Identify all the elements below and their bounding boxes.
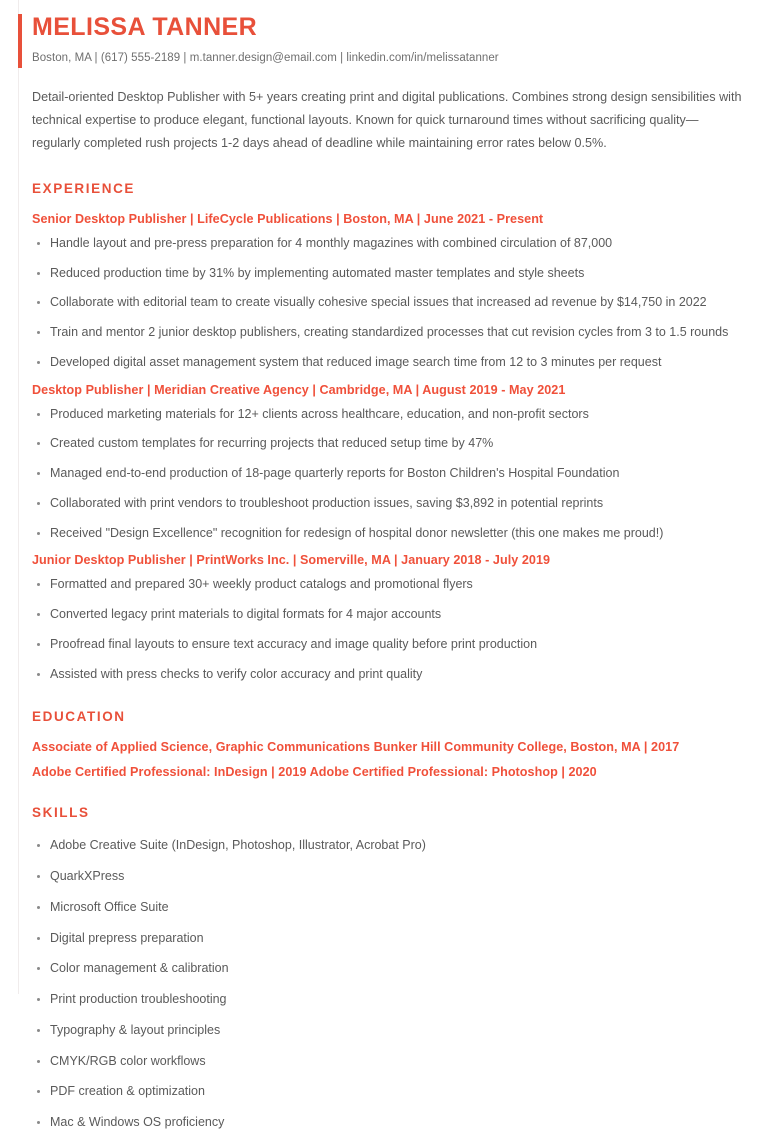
header-accent-bar (18, 14, 22, 68)
section-heading-experience: EXPERIENCE (32, 180, 136, 196)
list-item: Proofread final layouts to ensure text accuracy and image quality before print production (32, 635, 744, 654)
list-item: Managed end-to-end production of 18-page quarterly reports for Boston Children's Hospital Foundation (32, 464, 744, 483)
section-heading-skills: SKILLS (32, 805, 90, 821)
list-item: Typography & layout principles (32, 1021, 744, 1040)
job-heading: Junior Desktop Publisher | PrintWorks Inc. | Somerville, MA | January 2018 - July 2019 (32, 553, 551, 568)
skills-list (32, 836, 744, 1132)
experience-section (32, 181, 744, 684)
page-title: MELISSA TANNER (32, 13, 258, 41)
job-heading: Senior Desktop Publisher | LifeCycle Publications | Boston, MA | June 2021 - Present (32, 211, 544, 226)
certification-entry: Adobe Certified Professional: InDesign | 2019 Adobe Certified Professional: Photoshop | 2020 (32, 765, 597, 780)
list-item: Microsoft Office Suite (32, 898, 744, 917)
job-heading: Desktop Publisher | Meridian Creative Agency | Cambridge, MA | August 2019 - May 2021 (32, 382, 566, 397)
contact-line: Boston, MA | (617) 555-2189 | m.tanner.design@email.com | linkedin.com/in/melissatanner (32, 52, 499, 65)
list-item: Developed digital asset management system that reduced image search time from 12 to 3 minutes per request (32, 353, 744, 372)
list-item: Train and mentor 2 junior desktop publishers, creating standardized processes that cut revision cycles from 3 to 1.5 rounds (32, 323, 744, 342)
education-section (32, 709, 744, 779)
experience-entry (32, 553, 744, 683)
list-item: PDF creation & optimization (32, 1082, 744, 1101)
list-item: Converted legacy print materials to digital formats for 4 major accounts (32, 605, 744, 624)
list-item: Reduced production time by 31% by implementing automated master templates and style sheets (32, 264, 744, 283)
section-heading-education: EDUCATION (32, 709, 126, 725)
job-bullet-list (32, 234, 744, 372)
skills-section (32, 805, 744, 1132)
list-item: Collaborated with print vendors to troubleshoot production issues, saving $3,892 in potential reprints (32, 494, 744, 513)
list-item: Print production troubleshooting (32, 990, 744, 1009)
list-item: CMYK/RGB color workflows (32, 1052, 744, 1071)
list-item: Received "Design Excellence" recognition for redesign of hospital donor newsletter (this one makes me proud!) (32, 524, 744, 543)
list-item: Produced marketing materials for 12+ clients across healthcare, education, and non-profit sectors (32, 405, 744, 424)
list-item: Handle layout and pre-press preparation for 4 monthly magazines with combined circulation of 87,000 (32, 234, 744, 253)
list-item: Color management & calibration (32, 959, 744, 978)
list-item: Formatted and prepared 30+ weekly product catalogs and promotional flyers (32, 575, 744, 594)
list-item: Created custom templates for recurring projects that reduced setup time by 47% (32, 434, 744, 453)
list-item: Mac & Windows OS proficiency (32, 1113, 744, 1132)
job-bullet-list (32, 575, 744, 683)
list-item: QuarkXPress (32, 867, 744, 886)
experience-entry (32, 383, 744, 543)
list-item: Collaborate with editorial team to create visually cohesive special issues that increased ad revenue by $14,750 in 2022 (32, 293, 744, 312)
experience-entry (32, 212, 744, 372)
list-item: Assisted with press checks to verify color accuracy and print quality (32, 665, 744, 684)
list-item: Digital prepress preparation (32, 929, 744, 948)
resume-header (18, 0, 744, 64)
education-entry: Associate of Applied Science, Graphic Communications Bunker Hill Community College, Boston, MA | 2017 (32, 740, 680, 755)
list-item: Adobe Creative Suite (InDesign, Photoshop, Illustrator, Acrobat Pro) (32, 836, 744, 855)
professional-summary: Detail-oriented Desktop Publisher with 5+ years creating print and digital publications. Combines strong design sensibilities with technical expertise to produce elegant, functional layouts. Known for quick turnaround times without sacrificing quality—regularly completed rush projects 1-2 days ahead of deadline while maintaining error rates below 0.5%. (32, 90, 742, 151)
job-bullet-list (32, 405, 744, 543)
